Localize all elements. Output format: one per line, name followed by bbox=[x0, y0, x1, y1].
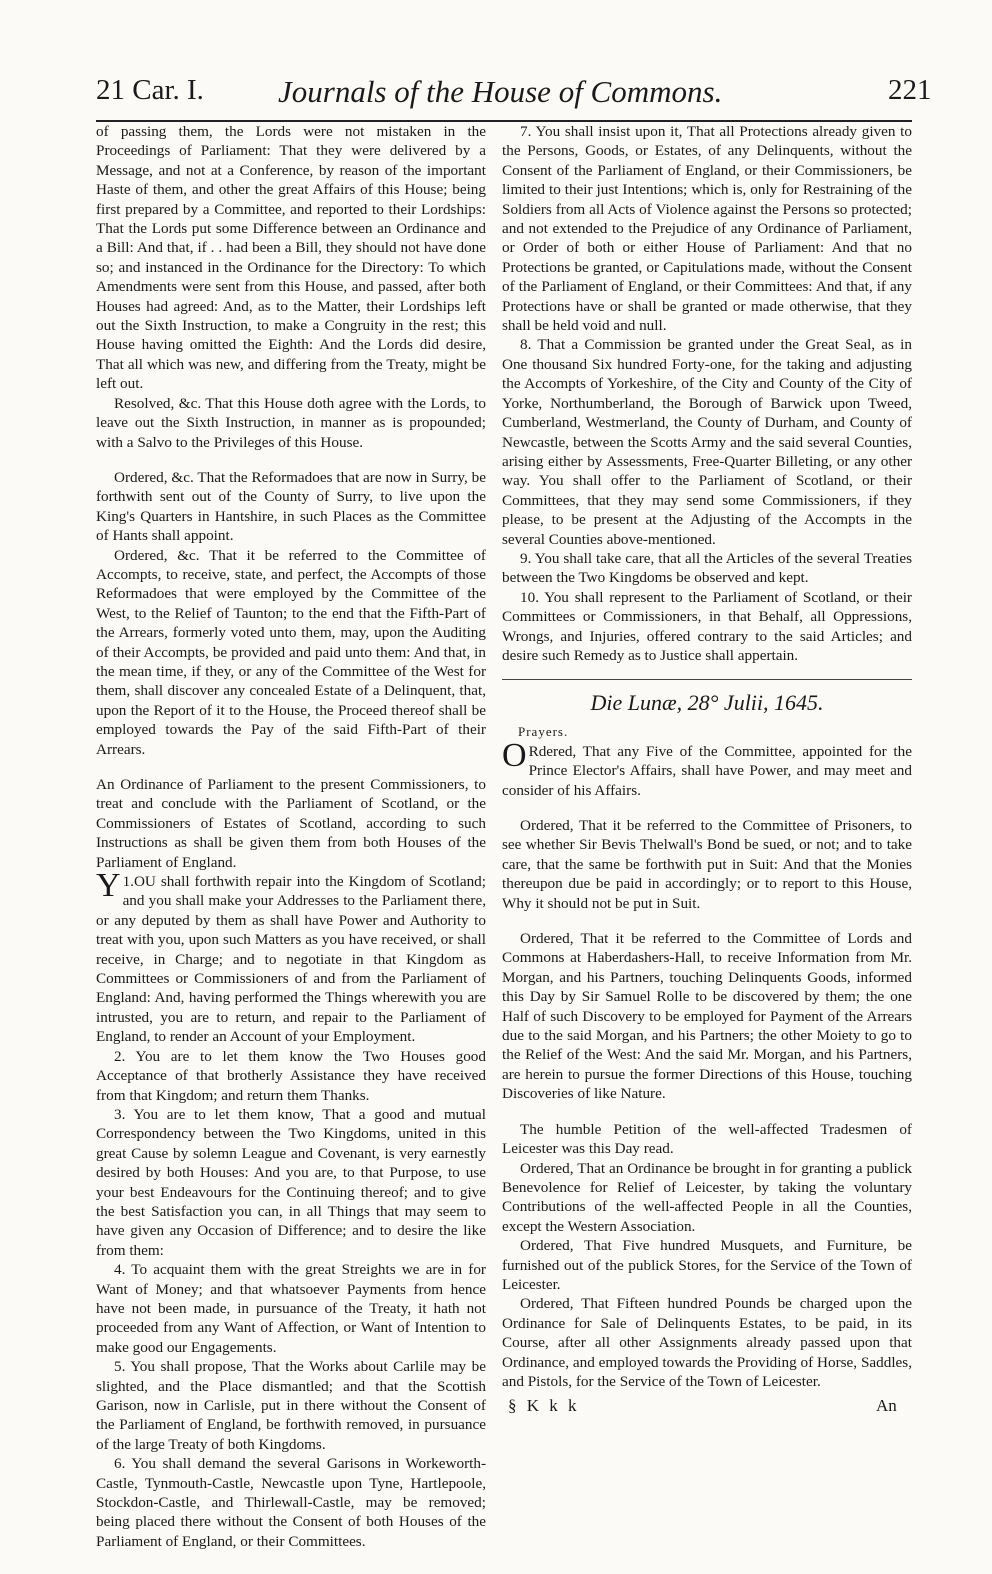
catchword: An bbox=[876, 1396, 897, 1415]
running-title: Journals of the House of Commons. bbox=[278, 74, 723, 109]
spacer bbox=[96, 759, 486, 775]
instruction-5: 5. You shall propose, That the Works about Carlile may be slighted, and the Place dismantled; and that the Scottish Garison, now in Carlisle, put in there without the Consent of the Parliament of England, be forthwith removed, in pursuance of the large Treaty of both Kingdoms. bbox=[96, 1358, 486, 1453]
resolution: Resolved, &c. That this House doth agree with the Lords, to leave out the Sixth Instruction, in manner as is propounded; with a Salvo to the Privileges of this House. bbox=[96, 394, 486, 451]
order: Ordered, That it be referred to the Committee of Prisoners, to see whether Sir Bevis Thelwall's Bond be sued, or not; and to take care, that the same be forthwith put in Suit: And that the Monies thereupon due be paid in accordingly; or to report to this House, Why it should not be put in Suit. bbox=[502, 817, 912, 912]
instruction-4: 4. To acquaint them with the great Streights we are in for Want of Money; and that whatsoever Payments from hence have not been made, in pursuance of the Treaty, it hath not proceeded from any Want of Affection, or Want of Intention to make good our Engagements. bbox=[96, 1261, 486, 1356]
instruction-text: OU shall forthwith repair into the Kingdom of Scotland; and you shall make your Addresses to the Parliament there, or any deputed by them as shall have Power and Authority to treat with you, upon such Matters as you have received, or shall receive, in Charge; and to negotiate in that Kingdom as Committees or Commissioners of and from the Parliament of England: And, having performed the Things wherewith you are intrusted, you are to return, and repair to the Parliament of England, to render an Account of your Employment. bbox=[96, 873, 486, 1046]
regnal-year: 21 Car. I. bbox=[96, 74, 204, 106]
instruction-number: 1. bbox=[122, 873, 134, 891]
order: Ordered, &c. That it be referred to the Committee of Accompts, to receive, state, and perfect, the Accompts of those Reformadoes that were employed by the Committee of the West, to the Relief of Taunton; to the end that the Fifth-Part of the Arrears, formerly voted unto them, may, upon the Auditing of their Accompts, be provided and paid unto them: And that, in the mean time, if they, or any of the Committee of the West for them, shall discover any concealed Estate of a Delinquent, that, upon the Report of it to the House, the Proceed thereof shall be employed towards the Pay of the said Fifth-Part of their Arrears. bbox=[96, 546, 486, 758]
instruction-7: 7. You shall insist upon it, That all Protections already given to the Persons, Goods, or Estates, of any Delinquents, without the Consent of the Parliament of England, or their Commissioners, be limited to their just Intentions; which is, only for Restraining of the Soldiers from all Acts of Violence against the Persons so protected; and not extended to the Prejudice of any Ordinance of Parliament, or Order of both or either House of Parliament: And that no Protections be granted, or Capitulations made, without the Consent of the Parliament of England, or their Committees: And that, if any Protections have or shall be granted or made otherwise, that they shall be held void and null. bbox=[502, 123, 912, 335]
left-column bbox=[96, 122, 486, 1551]
paragraph: of passing them, the Lords were not mistaken in the Proceedings of Parliament: That they were delivered by a Message, and not at a Conference, by reason of the important Haste of them, and other the great Affairs of this House; being first prepared by a Committee, and reported to their Lordships: That the Lords put some Difference between an Ordinance and a Bill: And that, if . . had been a Bill, they should not have done so; and instanced in the Ordinance for the Directory: To which Amendments were sent from this House, and passed, after both Houses had agreed: And, as to the Matter, their Lordships left out the Sixth Instruction, to make a Congruity in the rest; this House having omitted the Eighth: And the Lords did desire, That all which was new, and differing from the Treaty, might be left out. bbox=[96, 123, 486, 393]
instruction-8: 8. That a Commission be granted under the Great Seal, as in One thousand Six hundred Forty-one, for the taking and adjusting the Accompts of Yorkeshire, of the City and County of the City of Yorke, Northumberland, the Borough of Barwick upon Tweed, Cumberland, Westmerland, the County of Durham, and County of Newcastle, between the Scotts Army and the said several Counties, arising either by Assessments, Free-Quarter Billeting, or any other way. You shall offer to the Parliament of Scotland, or their Committees, that they may send some Commissioners, if they please, to be present at the Adjusting of the Accompts in the several Counties above-mentioned. bbox=[502, 336, 912, 548]
instruction-10: 10. You shall represent to the Parliament of Scotland, or their Committees or Commissioners, in that Behalf, all Oppressions, Wrongs, and Injuries, offered contrary to the said Articles; and desire such Remedy as to Justice shall appertain. bbox=[502, 588, 912, 664]
petition: The humble Petition of the well-affected Tradesmen of Leicester was this Day read. bbox=[502, 1120, 912, 1158]
instruction-3: 3. You are to let them know, That a good and mutual Correspondency between the Two Kingdoms, united in this great Cause by solemn League and Covenant, is very earnestly desired by both Houses: And you are, to that Purpose, to use your best Endeavours for the Continuing thereof; and to give the best Satisfaction you can, in all Things that may seem to have given any Occasion of Difference; and to desire the like from them: bbox=[96, 1105, 486, 1259]
instruction-2: 2. You are to let them know the Two Houses good Acceptance of that brotherly Assistance they have received from that Kingdom; and return them Thanks. bbox=[96, 1047, 486, 1104]
section-divider bbox=[502, 679, 912, 680]
spacer bbox=[96, 452, 486, 468]
page-number: 221 bbox=[888, 74, 932, 106]
prayers-heading: Prayers. bbox=[518, 724, 569, 740]
instruction-6: 6. You shall demand the several Garisons in Workeworth-Castle, Tynmouth-Castle, Newcastle upon Tyne, Hartlepoole, Stockdon-Castle, and Thirlewall-Castle, may be removed; being placed there without the Consent of both Houses of the Parliament of England, or their Committees. bbox=[96, 1455, 486, 1550]
drop-cap: O bbox=[502, 736, 527, 774]
right-column bbox=[502, 122, 912, 1391]
ordinance-title: An Ordinance of Parliament to the present Commissioners, to treat and conclude with the Parliament of Scotland, or the Commissioners of Estates of Scotland, according to such Instructions as shall be given them from both Houses of the Parliament of England. bbox=[96, 776, 486, 871]
spacer bbox=[502, 1104, 912, 1120]
page-header bbox=[0, 74, 992, 120]
order: Ordered, That Fifteen hundred Pounds be charged upon the Ordinance for Sale of Delinquents Estates, to be paid, in its Course, after all other Assignments already passed upon that Ordinance, and employed towards the Providing of Horse, Saddles, and Pistols, for the Service of the Town of Leicester. bbox=[502, 1295, 912, 1390]
order bbox=[502, 736, 912, 800]
page-footer bbox=[0, 1396, 992, 1426]
order: Ordered, That Five hundred Musquets, and Furniture, be furnished out of the publick Stores, for the Service of the Town of Leicester. bbox=[502, 1237, 912, 1293]
instruction-9: 9. You shall take care, that all the Articles of the several Treaties between the Two Kingdoms be observed and kept. bbox=[502, 549, 912, 587]
order: Ordered, That an Ordinance be brought in for granting a publick Benevolence for Relief of Leicester, by taking the voluntary Contributions of the well-affected People in all the Counties, except the Western Association. bbox=[502, 1159, 912, 1235]
signature-mark: § K k k bbox=[508, 1396, 580, 1415]
spacer bbox=[502, 800, 912, 816]
session-date: Die Lunæ, 28° Julii, 1645. bbox=[590, 690, 824, 716]
order: Ordered, That it be referred to the Committee of Lords and Commons at Haberdashers-Hall, to receive Information from Mr. Morgan, and his Partners, touching Delinquents Goods, informed this Day by Sir Samuel Rolle to be discovered by them; the one Half of such Discovery to be employed for Payment of the Arrears due to the said Morgan, and his Partners; the other Moiety to go to the Relief of the West: And the said Mr. Morgan, and his Partners, are herein to pursue the former Directions of this House, touching Discoveries of like Nature. bbox=[502, 930, 912, 1103]
order: Ordered, &c. That the Reformadoes that are now in Surry, be forthwith sent out of the County of Surry, to live upon the King's Quarters in Hantshire, in such Places as the Committee of Hants shall appoint. bbox=[96, 468, 486, 545]
order-text: Rdered, That any Five of the Committee, appointed for the Prince Elector's Affairs, shall have Power, and may meet and consider of his Affairs. bbox=[502, 742, 912, 799]
drop-cap: Y bbox=[96, 867, 121, 905]
instruction-1 bbox=[96, 867, 486, 1047]
spacer bbox=[502, 913, 912, 929]
